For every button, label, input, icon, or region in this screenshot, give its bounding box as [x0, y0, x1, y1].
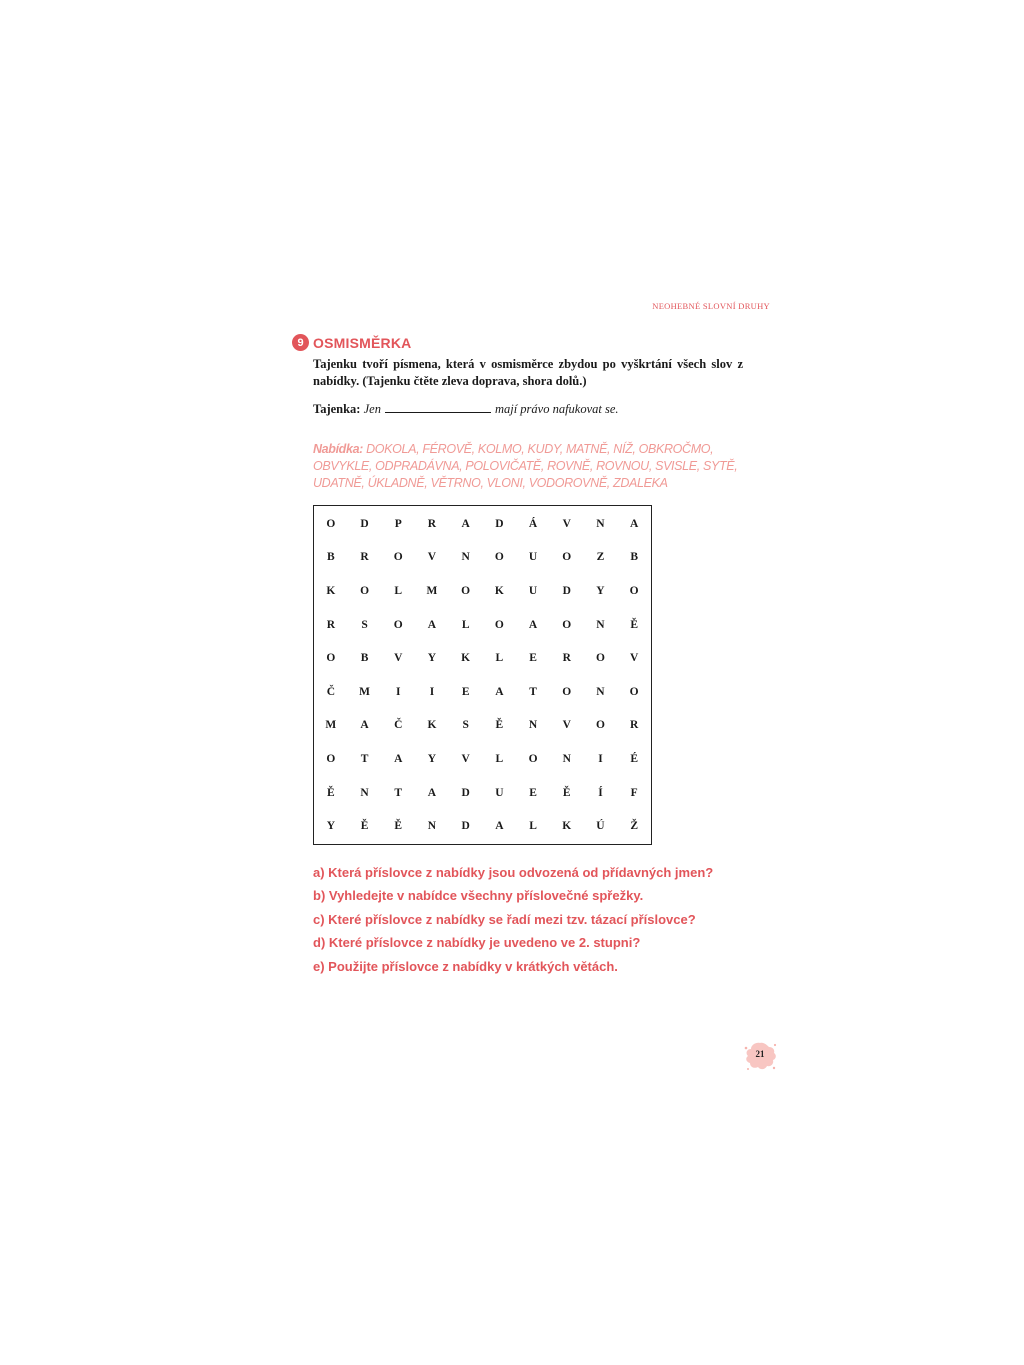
grid-cell[interactable]: D	[461, 820, 470, 833]
grid-cell[interactable]: N	[360, 786, 369, 799]
grid-cell[interactable]: N	[596, 618, 605, 631]
grid-cell[interactable]: M	[325, 719, 337, 732]
grid-cell[interactable]: N	[596, 517, 605, 530]
grid-cell[interactable]: Y	[326, 820, 335, 833]
grid-cell[interactable]: O	[326, 752, 336, 765]
grid-cell[interactable]: E	[529, 786, 537, 799]
grid-cell[interactable]: M	[426, 584, 438, 597]
grid-cell[interactable]: O	[562, 618, 572, 631]
tajenka-blank[interactable]	[385, 401, 491, 413]
grid-cell[interactable]: Z	[596, 551, 605, 564]
grid-cell[interactable]: L	[529, 820, 537, 833]
grid-cell[interactable]: V	[562, 517, 571, 530]
grid-cell[interactable]: K	[427, 719, 437, 732]
grid-cell[interactable]: Č	[394, 719, 403, 732]
grid-cell[interactable]: N	[461, 551, 470, 564]
grid-cell[interactable]: Ú	[596, 820, 605, 833]
grid-cell[interactable]: I	[598, 752, 603, 765]
tajenka-line	[313, 401, 619, 417]
grid-cell[interactable]: M	[359, 685, 370, 698]
grid-cell[interactable]: D	[360, 517, 369, 530]
grid-cell[interactable]: R	[326, 618, 335, 631]
grid-cell[interactable]: S	[361, 618, 368, 631]
grid-cell[interactable]: L	[495, 752, 504, 765]
page-number-badge	[742, 1039, 778, 1073]
grid-cell[interactable]: T	[529, 685, 537, 698]
grid-cell[interactable]: B	[360, 652, 369, 665]
grid-cell[interactable]: U	[528, 584, 538, 597]
grid-cell[interactable]: L	[461, 618, 470, 631]
grid-cell[interactable]: A	[495, 685, 504, 698]
word-search-grid	[313, 505, 652, 845]
tajenka-before: Jen	[363, 402, 381, 416]
grid-cell[interactable]: D	[562, 584, 571, 597]
grid-cell[interactable]: A	[528, 618, 538, 631]
grid-cell[interactable]: N	[427, 820, 437, 833]
grid-cell[interactable]: O	[494, 551, 504, 564]
question-item: c) Které příslovce z nabídky se řadí mezi tzv. tázací příslovce?	[313, 911, 696, 927]
grid-cell[interactable]: A	[495, 820, 504, 833]
grid-cell[interactable]: O	[629, 685, 639, 698]
grid-cell[interactable]: U	[528, 551, 538, 564]
grid-cell[interactable]: Í	[598, 786, 603, 799]
grid-cell[interactable]: F	[630, 786, 638, 799]
grid-cell[interactable]: B	[630, 551, 638, 564]
grid-cell[interactable]: R	[360, 551, 369, 564]
grid-cell[interactable]: E	[461, 685, 470, 698]
word-offer-list: DOKOLA, FÉROVĚ, KOLMO, KUDY, MATNĚ, NÍŽ, OBKROČMO, OBVYKLE, ODPRADÁVNA, POLOVIČATĚ, ROVNĚ, ROVNOU, SVISLE, SYTĚ, UDATNĚ, ÚKLADNĚ, VĚTRNO, VLONI, VODOROVNĚ, ZDALEKA	[313, 442, 738, 490]
grid-cell[interactable]: L	[394, 584, 403, 597]
grid-cell[interactable]: O	[393, 551, 403, 564]
grid-cell[interactable]: K	[494, 584, 504, 597]
task-number-badge: 9	[292, 334, 309, 351]
grid-cell[interactable]: K	[562, 820, 572, 833]
grid-cell[interactable]: R	[427, 517, 437, 530]
grid-cell[interactable]: Ě	[327, 786, 335, 799]
grid-cell[interactable]: O	[494, 618, 504, 631]
question-item: a) Která příslovce z nabídky jsou odvozená od přídavných jmen?	[313, 865, 714, 880]
question-list	[313, 864, 713, 981]
grid-cell[interactable]: V	[562, 719, 571, 732]
grid-cell[interactable]: D	[495, 517, 504, 530]
task-header	[292, 334, 411, 351]
grid-cell[interactable]: B	[327, 551, 335, 564]
grid-cell[interactable]: T	[360, 752, 369, 765]
grid-cell[interactable]: O	[595, 652, 605, 665]
grid-cell[interactable]: E	[529, 652, 537, 665]
grid-cell[interactable]: V	[461, 752, 470, 765]
grid-cell[interactable]: O	[461, 584, 471, 597]
grid-cell[interactable]: N	[596, 685, 605, 698]
grid-cell[interactable]: T	[394, 786, 403, 799]
question-item: b) Vyhledejte v nabídce všechny příslovečné spřežky.	[313, 888, 644, 904]
grid-cell[interactable]: A	[427, 618, 437, 631]
grid-cell[interactable]: I	[396, 685, 401, 698]
grid-cell[interactable]: V	[394, 652, 403, 665]
grid-cell[interactable]: Ě	[495, 719, 504, 732]
grid-cell[interactable]: Ě	[360, 820, 369, 833]
task-title: OSMISMĚRKA	[313, 334, 412, 351]
grid-cell[interactable]: I	[429, 685, 435, 698]
running-head: NEOHEBNÉ SLOVNÍ DRUHY	[652, 301, 770, 311]
grid-cell[interactable]: A	[360, 719, 369, 732]
grid-cell[interactable]: Y	[596, 584, 605, 597]
question-item: d) Které příslovce z nabídky je uvedeno ve 2. stupni?	[313, 935, 641, 951]
grid-cell[interactable]: K	[461, 652, 471, 665]
grid-cell[interactable]: V	[629, 652, 639, 665]
grid-cell[interactable]: Á	[528, 517, 538, 530]
grid-cell[interactable]: O	[562, 685, 572, 698]
grid-cell[interactable]: L	[495, 652, 504, 665]
grid-cell[interactable]: N	[528, 719, 538, 732]
grid-cell[interactable]: É	[630, 752, 638, 765]
grid-cell[interactable]: Ě	[394, 820, 403, 833]
page-number: 21	[755, 1049, 765, 1059]
task-instructions: Tajenku tvoří písmena, která v osmisměrce zbydou po vyškrtání všech slov z nabídky. (Tajenku čtěte zleva doprava, shora dolů.)	[313, 357, 743, 388]
grid-cell[interactable]: P	[394, 517, 402, 530]
grid-cell[interactable]: Ě	[630, 618, 638, 631]
grid-cell[interactable]: A	[461, 517, 470, 530]
grid-cell[interactable]: Č	[326, 685, 335, 698]
grid-cell[interactable]: O	[326, 517, 336, 530]
grid-cell[interactable]: R	[629, 719, 639, 732]
grid-cell[interactable]: Ž	[630, 820, 638, 833]
grid-cell[interactable]: V	[427, 551, 437, 564]
grid-cell[interactable]: Y	[427, 752, 437, 765]
grid-cell[interactable]: R	[562, 652, 571, 665]
grid-cell[interactable]: A	[629, 517, 639, 530]
grid-cell[interactable]: O	[326, 652, 336, 665]
grid-cell[interactable]: O	[595, 719, 605, 732]
grid-cell[interactable]: D	[461, 786, 470, 799]
question-item: e) Použijte příslovce z nabídky v krátkých větách.	[313, 958, 618, 974]
tajenka-label: Tajenka:	[313, 402, 361, 416]
tajenka-after: mají právo nafukovat se.	[494, 402, 619, 416]
grid-cell[interactable]: A	[427, 786, 437, 799]
grid-cell[interactable]: Y	[427, 652, 437, 665]
grid-cell[interactable]: O	[360, 584, 370, 597]
grid-cell[interactable]: U	[495, 786, 504, 799]
grid-cell[interactable]: O	[528, 752, 538, 765]
grid-cell[interactable]: O	[393, 618, 403, 631]
grid-cell[interactable]: K	[326, 584, 336, 597]
word-offer-label: Nabídka:	[313, 442, 363, 456]
grid-cell[interactable]: A	[394, 752, 403, 765]
grid-cell[interactable]: N	[562, 752, 571, 765]
grid-cell[interactable]: O	[629, 584, 639, 597]
grid-cell[interactable]: S	[462, 719, 469, 732]
grid-cell[interactable]: O	[562, 551, 572, 564]
grid-cell[interactable]: Ě	[562, 786, 571, 799]
word-offer	[313, 441, 745, 492]
